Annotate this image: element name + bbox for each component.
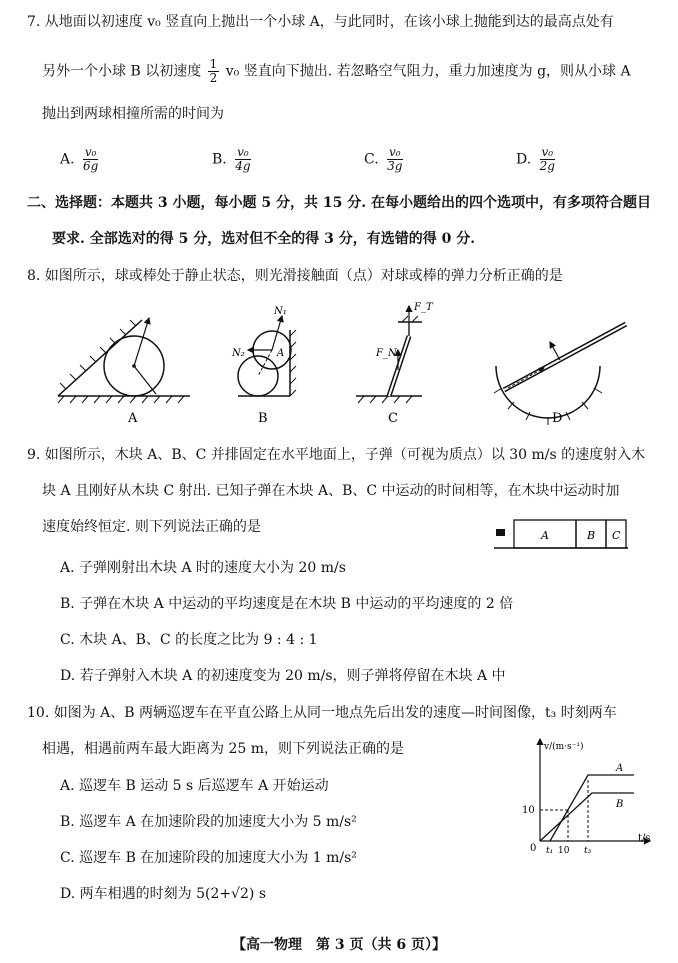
q8-fig-c-fn: F_N xyxy=(376,348,397,359)
q7-line3: 抛出到两球相撞所需的时间为 xyxy=(42,106,224,122)
x-tick-t1: t₁ xyxy=(546,846,554,855)
q8-fig-c xyxy=(356,302,434,403)
section2-line1: 二、选择题：本题共 3 小题，每小题 5 分，共 15 分. 在每小题给出的四个选项中，有多项符合题目 xyxy=(27,195,651,211)
q9-option-b[interactable]: B. 子弹在木块 A 中运动的平均速度是在木块 B 中运动的平均速度的 2 倍 xyxy=(60,596,514,612)
q10-vt-graph xyxy=(510,735,660,855)
line-a-label: A xyxy=(616,763,624,774)
q8-label-a: A xyxy=(128,411,138,426)
q9-line3: 速度始终恒定. 则下列说法正确的是 xyxy=(42,519,261,535)
q8-label-d: D xyxy=(552,411,563,426)
q8-fig-b-point: A xyxy=(277,348,285,359)
q9-blocks-figure xyxy=(492,512,632,552)
q9-option-a[interactable]: A. 子弹刚射出木块 A 时的速度大小为 20 m/s xyxy=(60,560,346,576)
line-b-label: B xyxy=(616,799,624,810)
q8-figures xyxy=(50,300,650,430)
q9-line1: 9. 如图所示，木块 A、B、C 并排固定在水平地面上，子弹（可视为质点）以 30 m/s 的速度射入木 xyxy=(27,447,646,463)
q7-half-fraction: $\frac{1}{2}$ xyxy=(209,57,218,85)
q8-fig-c-ft: F_T xyxy=(414,302,433,313)
q7-option-a[interactable]: A. $\frac{\text{v₀}}{6g}$ xyxy=(60,145,99,173)
q8-stem: 8. 如图所示，球或棒处于静止状态，则光滑接触面（点）对球或棒的弹力分析正确的是 xyxy=(27,268,563,284)
origin-label: 0 xyxy=(530,843,537,854)
q9-option-d[interactable]: D. 若子弹射入木块 A 的初速度变为 20 m/s，则子弹将停留在木块 A 中 xyxy=(60,668,506,684)
y-tick-10: 10 xyxy=(522,805,535,816)
q10-line1: 10. 如图为 A、B 两辆巡逻车在平直公路上从同一地点先后出发的速度—时间图像，t₃ 时刻两车 xyxy=(27,705,617,721)
svg-text:C: C xyxy=(612,529,621,542)
q8-label-c: C xyxy=(388,411,398,426)
y-axis-label: v/(m·s⁻¹) xyxy=(544,742,584,752)
q7-line2b: v₀ 竖直向下抛出. 若忽略空气阻力，重力加速度为 g，则从小球 A xyxy=(225,63,631,80)
svg-text:A: A xyxy=(541,529,549,542)
q7-option-d[interactable]: D. $\frac{\text{v₀}}{2g}$ xyxy=(516,145,555,173)
q9-line2: 块 A 且刚好从木块 C 射出. 已知子弹在木块 A、B、C 中运动的时间相等，在木块中运动时加 xyxy=(42,483,620,499)
q10-line2: 相遇，相遇前两车最大距离为 25 m，则下列说法正确的是 xyxy=(42,741,404,757)
q8-fig-b-n1: N₁ xyxy=(274,306,287,317)
svg-text:B: B xyxy=(587,529,596,542)
x-tick-t3: t₃ xyxy=(584,846,592,855)
q8-label-b: B xyxy=(258,411,268,426)
q7-line2a: 另外一个小球 B 以初速度 xyxy=(42,63,202,80)
q10-option-c[interactable]: C. 巡逻车 B 在加速阶段的加速度大小为 1 m/s² xyxy=(60,850,357,866)
bullet-icon xyxy=(496,529,505,536)
x-axis-label: t/s xyxy=(638,833,651,844)
q9-option-c[interactable]: C. 木块 A、B、C 的长度之比为 9 : 4 : 1 xyxy=(60,632,318,648)
x-tick-10: 10 xyxy=(558,846,570,855)
q10-option-a[interactable]: A. 巡逻车 B 运动 5 s 后巡逻车 A 开始运动 xyxy=(60,778,329,794)
q7-line1: 7. 从地面以初速度 v₀ 竖直向上抛出一个小球 A，与此同时，在该小球上抛能到达的最高点处有 xyxy=(27,14,614,30)
q10-option-d[interactable]: D. 两车相遇的时刻为 5(2+√2) s xyxy=(60,886,267,902)
q8-fig-a xyxy=(58,318,190,403)
q10-option-b[interactable]: B. 巡逻车 A 在加速阶段的加速度大小为 5 m/s² xyxy=(60,814,357,830)
page-footer: 【高一物理 第 3 页（共 6 页）】 xyxy=(232,937,446,953)
q7-line2 xyxy=(42,58,631,85)
q7-option-c[interactable]: C. $\frac{\text{v₀}}{3g}$ xyxy=(364,145,403,173)
q8-fig-b-n2: N₂ xyxy=(232,348,245,359)
q7-option-b[interactable]: B. $\frac{\text{v₀}}{4g}$ xyxy=(212,145,251,173)
section2-line2: 要求. 全部选对的得 5 分，选对但不全的得 3 分，有选错的得 0 分. xyxy=(52,231,476,247)
q8-fig-b xyxy=(231,306,296,396)
q8-fig-d xyxy=(494,324,626,425)
